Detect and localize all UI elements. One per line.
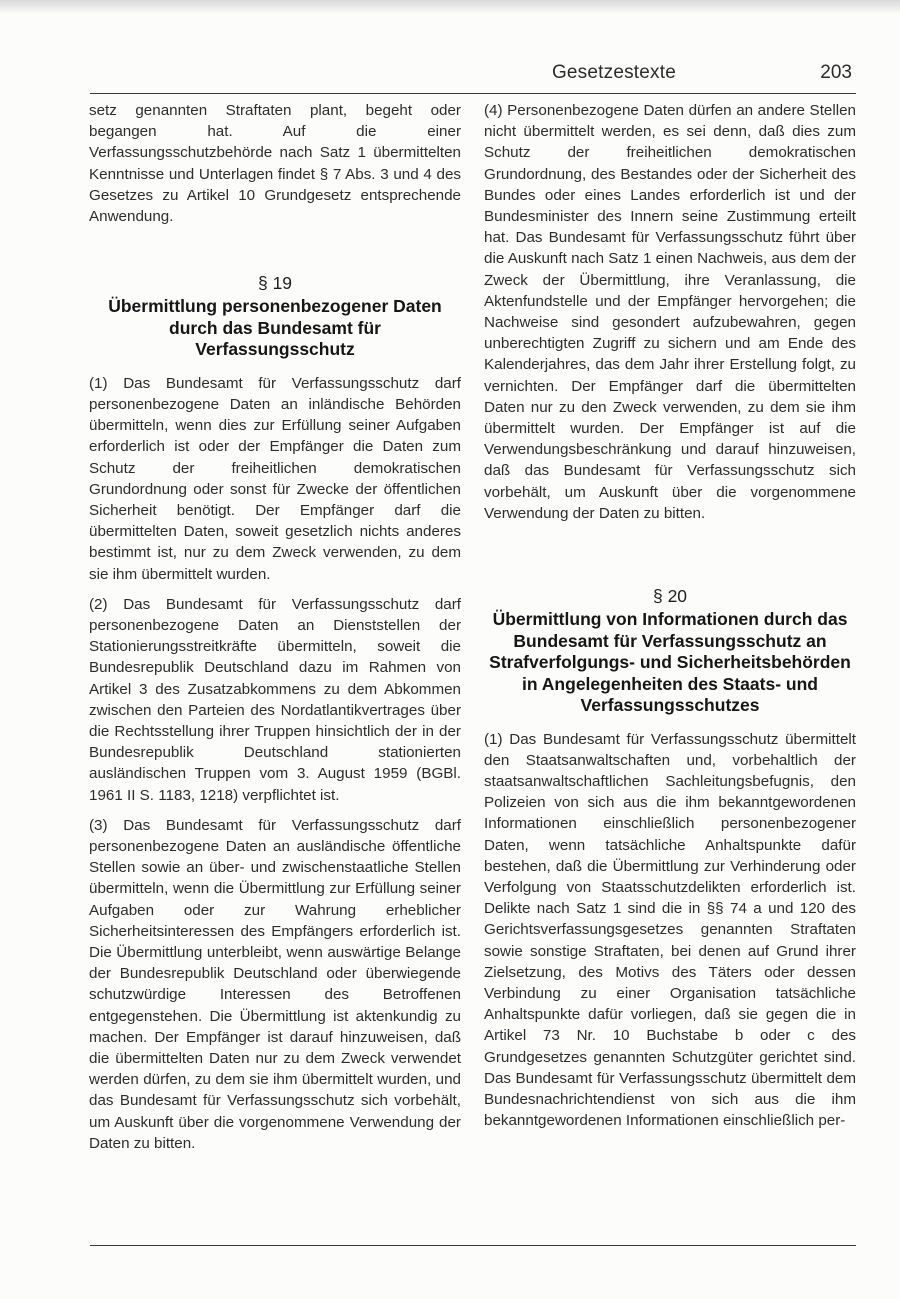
section-20-paragraph-1: (1) Das Bundesamt für Verfassungsschutz übermittelt den Staatsanwaltschaften und, vorbehaltlich der staatsanwaltschaftlichen Sachleitungsbefugnis, den Polizeien von sich aus die ihm bekanntgewordenen Informationen einschließlich personenbezogener Daten, wenn tatsächliche Anhaltspunkte dafür bestehen, daß die Übermittlung zur Verhinderung oder Verfolgung von Staatsschutzdelikten erforderlich ist. Delikte nach Satz 1 sind die in §§ 74 a und 120 des Gerichtsverfassungsgesetzes genannten Straftaten sowie sonstige Straftaten, bei denen auf Grund ihrer Zielsetzung, des Motivs des Täters oder dessen Verbindung zu einer Organisation tatsächliche Anhaltspunkte dafür vorliegen, daß sie gegen die in Artikel 73 Nr. 10 Buchstabe b oder c des Grundgesetzes genannten Schutzgüter gerichtet sind. Das Bundesamt für Verfassungsschutz übermittelt dem Bundesnachrichtendienst von sich aus die ihm bekanntgewordenen Informationen einschließlich per- (484, 730, 856, 1130)
scan-edge-shadow (0, 0, 900, 14)
left-column (89, 100, 461, 1163)
section-20-title: Übermittlung von Informationen durch das Bundesamt für Verfassungsschutz an Strafverfolgungs- und Sicherheitsbehörden in Angelegenheiten des Staats- und Verfassungsschutzes (489, 609, 851, 716)
section-19-paragraph-3: (3) Das Bundesamt für Verfassungsschutz darf personenbezogene Daten an ausländische öffentliche Stellen sowie an über- und zwischenstaatliche Stellen übermitteln, wenn die Übermittlung zur Erfüllung seiner Aufgaben oder zur Wahrung erheblicher Sicherheitsinteressen des Empfängers erforderlich ist. Die Übermittlung unterbleibt, wenn auswärtige Belange der Bundesrepublik Deutschland oder überwiegende schutzwürdige Interessen des Betroffenen entgegenstehen. Die Übermittlung ist aktenkundig zu machen. Der Empfänger ist darauf hinzuweisen, daß die übermittelten Daten nur zu dem Zweck verwendet werden dürfen, zu dem sie ihm übermittelt wurden, und das Bundesamt für Verfassungsschutz sich vorbehält, um Auskunft über die vorgenommene Verwendung der Daten zu bitten. (89, 816, 461, 1152)
section-spacer (484, 533, 856, 585)
section-19-title: Übermittlung personenbezogener Daten durch das Bundesamt für Verfassungsschutz (108, 296, 442, 360)
right-column (484, 100, 856, 1140)
section-20-number: § 20 (652, 586, 688, 607)
section-spacer (89, 236, 461, 272)
footer-rule (90, 1245, 856, 1246)
continuation-paragraph: setz genannten Straftaten plant, begeht oder begangen hat. Auf die einer Verfassungsschutzbehörde nach Satz 1 übermittelten Kenntnisse und Unterlagen findet § 7 Abs. 3 und 4 des Gesetzes zu Artikel 10 Grundgesetz entsprechende Anwendung. (89, 102, 461, 226)
section-19-paragraph-1: (1) Das Bundesamt für Verfassungsschutz darf personenbezogene Daten an inländische Behörden übermitteln, wenn dies zur Erfüllung seiner Aufgaben erforderlich ist oder der Empfänger die Daten zum Schutz der freiheitlichen demokratischen Grundordnung oder sonst für Zwecke der öffentlichen Sicherheit benötigt. Der Empfänger darf die übermittelten Daten, soweit gesetzlich nichts anderes bestimmt ist, nur zu dem Zweck verwenden, zu dem sie ihm übermittelt wurden. (89, 374, 461, 583)
page-number: 203 (820, 62, 852, 83)
section-19-paragraph-2: (2) Das Bundesamt für Verfassungsschutz darf personenbezogene Daten an Dienststellen der Stationierungsstreitkräfte übermitteln, soweit die Bundesrepublik Deutschland dazu im Rahmen von Artikel 3 des Zusatzabkommens zu dem Abkommen zwischen den Parteien des Nordatlantikvertrages über die Rechtsstellung ihrer Truppen hinsichtlich der in der Bundesrepublik Deutschland stationierten ausländischen Truppen vom 3. August 1959 (BGBl. 1961 II S. 1183, 1218) verpflichtet ist. (89, 595, 461, 804)
page-header (90, 62, 856, 92)
section-19-paragraph-4: (4) Personenbezogene Daten dürfen an andere Stellen nicht übermittelt werden, es sei denn, daß dies zum Schutz der freiheitlichen demokratischen Grundordnung, des Bestandes oder der Sicherheit des Bundes oder eines Landes erforderlich ist und der Bundesminister des Innern seine Zustimmung erteilt hat. Das Bundesamt für Verfassungsschutz führt über die Auskunft nach Satz 1 einen Nachweis, aus dem der Zweck der Übermittlung, ihre Veranlassung, die Aktenfundstelle und der Empfänger hervorgehen; die Nachweise sind gesondert aufzubewahren, gegen unberechtigten Zugriff zu sichern und am Ende des Kalenderjahres, das dem Jahr ihrer Erstellung folgt, zu vernichten. Der Empfänger darf die übermittelten Daten nur zu den Zweck verwenden, zu dem sie ihm übermittelt wurden. Der Empfänger ist auf die Verwendungsbeschränkung und darauf hinzuweisen, daß das Bundesamt für Verfassungsschutz sich vorbehält, um Auskunft über die vorgenommene Verwendung der Daten zu bitten. (484, 102, 856, 522)
header-rule (90, 93, 856, 94)
section-19-number: § 19 (257, 273, 293, 294)
running-title: Gesetzestexte (551, 62, 676, 83)
